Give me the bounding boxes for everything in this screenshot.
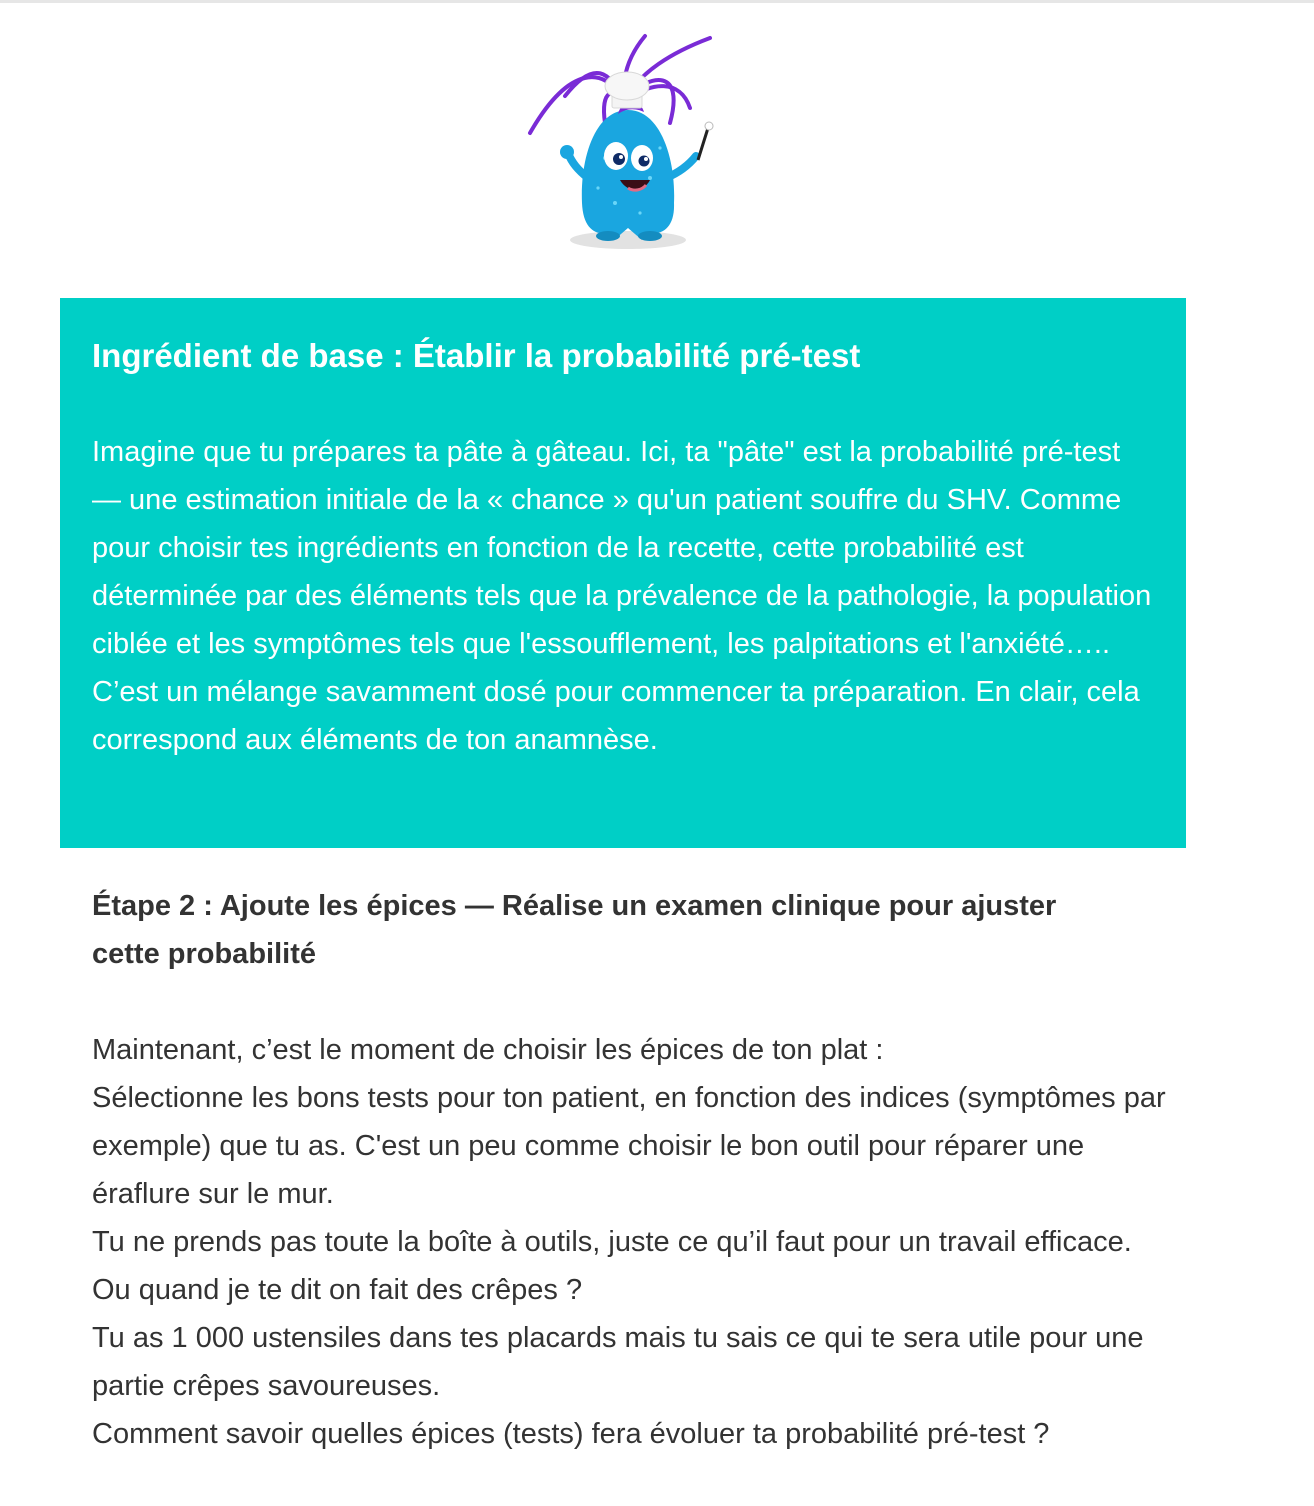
step-2-body: [92, 1026, 1172, 1458]
step-2-line: Tu as 1 000 ustensiles dans tes placards mais tu sais ce qui te sera utile pour une partie crêpes savoureuses.: [92, 1322, 1144, 1402]
step-2-line: Tu ne prends pas toute la boîte à outils, juste ce qu’il faut pour un travail efficace.: [92, 1226, 1132, 1258]
step-2-line: Sélectionne les bons tests pour ton patient, en fonction des indices (symptômes par exemple) que tu as. C'est un peu comme choisir le bon outil pour réparer une éraflure sur le mur.: [92, 1082, 1166, 1210]
pretest-probability-callout: [60, 298, 1186, 848]
step-2-line: Comment savoir quelles épices (tests) fera évoluer ta probabilité pré-test ?: [92, 1418, 1050, 1450]
step-2-line: Ou quand je te dit on fait des crêpes ?: [92, 1274, 583, 1306]
step-2-line: Maintenant, c’est le moment de choisir les épices de ton plat :: [92, 1034, 884, 1066]
step-2-section: [92, 882, 1172, 1458]
callout-title: Ingrédient de base : Établir la probabilité pré-test: [92, 337, 861, 374]
chef-monster-mascot-icon: [510, 28, 740, 258]
step-2-title: Étape 2 : Ajoute les épices — Réalise un examen clinique pour ajuster cette probabilité: [92, 890, 1057, 970]
top-divider: [0, 0, 1314, 3]
callout-body: Imagine que tu prépares ta pâte à gâteau. Ici, ta "pâte" est la probabilité pré-test — une estimation initiale de la « chance » qu'un patient souffre du SHV. Comme pour choisir tes ingrédients en fonction de la recette, cette probabilité est déterminée par des éléments tels que la prévalence de la pathologie, la population ciblée et les symptômes tels que l'essoufflement, les palpitations et l'anxiété….. C’est un mélange savamment dosé pour commencer ta préparation. En clair, cela correspond aux éléments de ton anamnèse.: [92, 436, 1152, 756]
